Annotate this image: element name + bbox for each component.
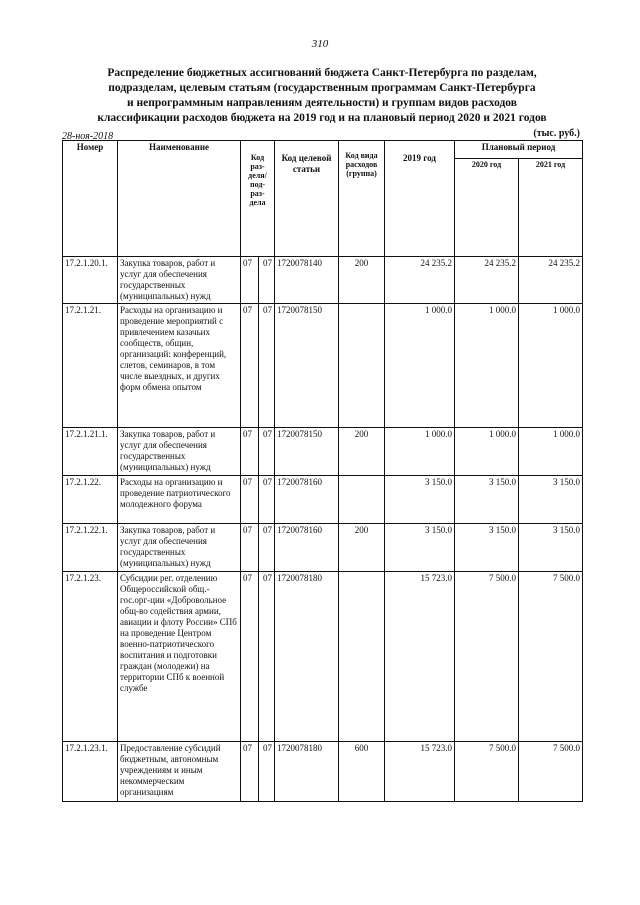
units-label: (тыс. руб.) [533, 128, 580, 139]
table-row [63, 476, 583, 524]
row-section: 07 [241, 572, 259, 742]
table-row [63, 524, 583, 572]
header-number: Номер [63, 141, 118, 257]
row-amount-2021: 7 500.0 [519, 742, 583, 802]
row-amount-2021: 3 150.0 [519, 476, 583, 524]
row-amount-2019: 24 235.2 [385, 257, 455, 304]
row-name: Расходы на организацию и проведение патриотического молодежного форума [118, 476, 241, 524]
row-name: Расходы на организацию и проведение мероприятий с привлечением казачьих сообществ, общин, организаций: конференций, слетов, семинаров, в том числе выездных, и других форм обмена опытом [118, 304, 241, 428]
row-amount-2020: 3 150.0 [455, 476, 519, 524]
row-amount-2021: 1 000.0 [519, 428, 583, 476]
row-expense-type [339, 476, 385, 524]
title-line: Распределение бюджетных ассигнований бюджета Санкт-Петербурга по разделам, [107, 67, 537, 79]
row-section: 07 [241, 476, 259, 524]
row-subsection: 07 [259, 476, 275, 524]
budget-table [62, 140, 583, 802]
title-line: и непрограммным направлениям деятельности) и группам видов расходов [127, 97, 517, 109]
header-name: Наименование [118, 141, 241, 257]
row-expense-type [339, 572, 385, 742]
row-name: Субсидии рег. отделению Общероссийской общ.-гос.орг-ции «Добровольное общ-во содействия армии, авиации и флоту России» СПб на проведение Центром военно-патриотического воспитания и подготовки граждан (молодежи) на территории СПб к военной службе [118, 572, 241, 742]
row-subsection: 07 [259, 742, 275, 802]
row-amount-2020: 1 000.0 [455, 428, 519, 476]
row-amount-2020: 24 235.2 [455, 257, 519, 304]
header-target-code: Код целевой статьи [275, 141, 339, 257]
page-number: 310 [311, 38, 329, 50]
row-amount-2020: 3 150.0 [455, 524, 519, 572]
row-target: 1720078180 [275, 742, 339, 802]
row-amount-2019: 1 000.0 [385, 428, 455, 476]
row-name: Закупка товаров, работ и услуг для обеспечения государственных (муниципальных) нужд [118, 257, 241, 304]
row-amount-2021: 3 150.0 [519, 524, 583, 572]
row-subsection: 07 [259, 524, 275, 572]
row-amount-2019: 3 150.0 [385, 476, 455, 524]
row-name: Закупка товаров, работ и услуг для обеспечения государственных (муниципальных) нужд [118, 524, 241, 572]
row-amount-2020: 7 500.0 [455, 742, 519, 802]
row-name: Предоставление субсидий бюджетным, автономным учреждениям и иным некоммерческим организациям [118, 742, 241, 802]
row-subsection: 07 [259, 257, 275, 304]
row-amount-2021: 1 000.0 [519, 304, 583, 428]
row-number: 17.2.1.23.1. [63, 742, 118, 802]
row-number: 17.2.1.21.1. [63, 428, 118, 476]
table-row [63, 304, 583, 428]
table-row [63, 572, 583, 742]
row-target: 1720078160 [275, 476, 339, 524]
row-amount-2019: 15 723.0 [385, 572, 455, 742]
header-year-2021: 2021 год [519, 159, 583, 257]
document-title [62, 66, 582, 126]
table-row [63, 257, 583, 304]
row-expense-type: 200 [339, 257, 385, 304]
row-section: 07 [241, 304, 259, 428]
row-target: 1720078150 [275, 428, 339, 476]
row-amount-2021: 7 500.0 [519, 572, 583, 742]
table-row [63, 742, 583, 802]
row-name: Закупка товаров, работ и услуг для обеспечения государственных (муниципальных) нужд [118, 428, 241, 476]
row-amount-2019: 15 723.0 [385, 742, 455, 802]
row-expense-type: 600 [339, 742, 385, 802]
row-target: 1720078150 [275, 304, 339, 428]
row-target: 1720078160 [275, 524, 339, 572]
header-year-2020: 2020 год [455, 159, 519, 257]
header-year-2019: 2019 год [385, 141, 455, 257]
row-amount-2019: 3 150.0 [385, 524, 455, 572]
title-line: подразделам, целевым статьям (государственным программам Санкт-Петербурга [108, 82, 536, 94]
row-number: 17.2.1.22.1. [63, 524, 118, 572]
document-date: 28-ноя-2018 [62, 131, 114, 142]
row-number: 17.2.1.20.1. [63, 257, 118, 304]
row-subsection: 07 [259, 572, 275, 742]
header-section-code: Код раз- деля/ под- раз- дела [241, 141, 275, 257]
row-section: 07 [241, 742, 259, 802]
row-expense-type [339, 304, 385, 428]
row-section: 07 [241, 257, 259, 304]
row-amount-2020: 7 500.0 [455, 572, 519, 742]
row-expense-type: 200 [339, 428, 385, 476]
row-subsection: 07 [259, 428, 275, 476]
row-amount-2019: 1 000.0 [385, 304, 455, 428]
row-amount-2021: 24 235.2 [519, 257, 583, 304]
row-target: 1720078180 [275, 572, 339, 742]
table-row [63, 428, 583, 476]
header-planned-period: Плановый период [455, 141, 583, 159]
title-line: классификации расходов бюджета на 2019 год и на плановый период 2020 и 2021 годов [97, 112, 547, 124]
row-number: 17.2.1.21. [63, 304, 118, 428]
row-section: 07 [241, 428, 259, 476]
row-expense-type: 200 [339, 524, 385, 572]
row-section: 07 [241, 524, 259, 572]
row-amount-2020: 1 000.0 [455, 304, 519, 428]
header-expense-type-code: Код вида расходов (группа) [339, 141, 385, 257]
row-target: 1720078140 [275, 257, 339, 304]
row-subsection: 07 [259, 304, 275, 428]
row-number: 17.2.1.22. [63, 476, 118, 524]
row-number: 17.2.1.23. [63, 572, 118, 742]
